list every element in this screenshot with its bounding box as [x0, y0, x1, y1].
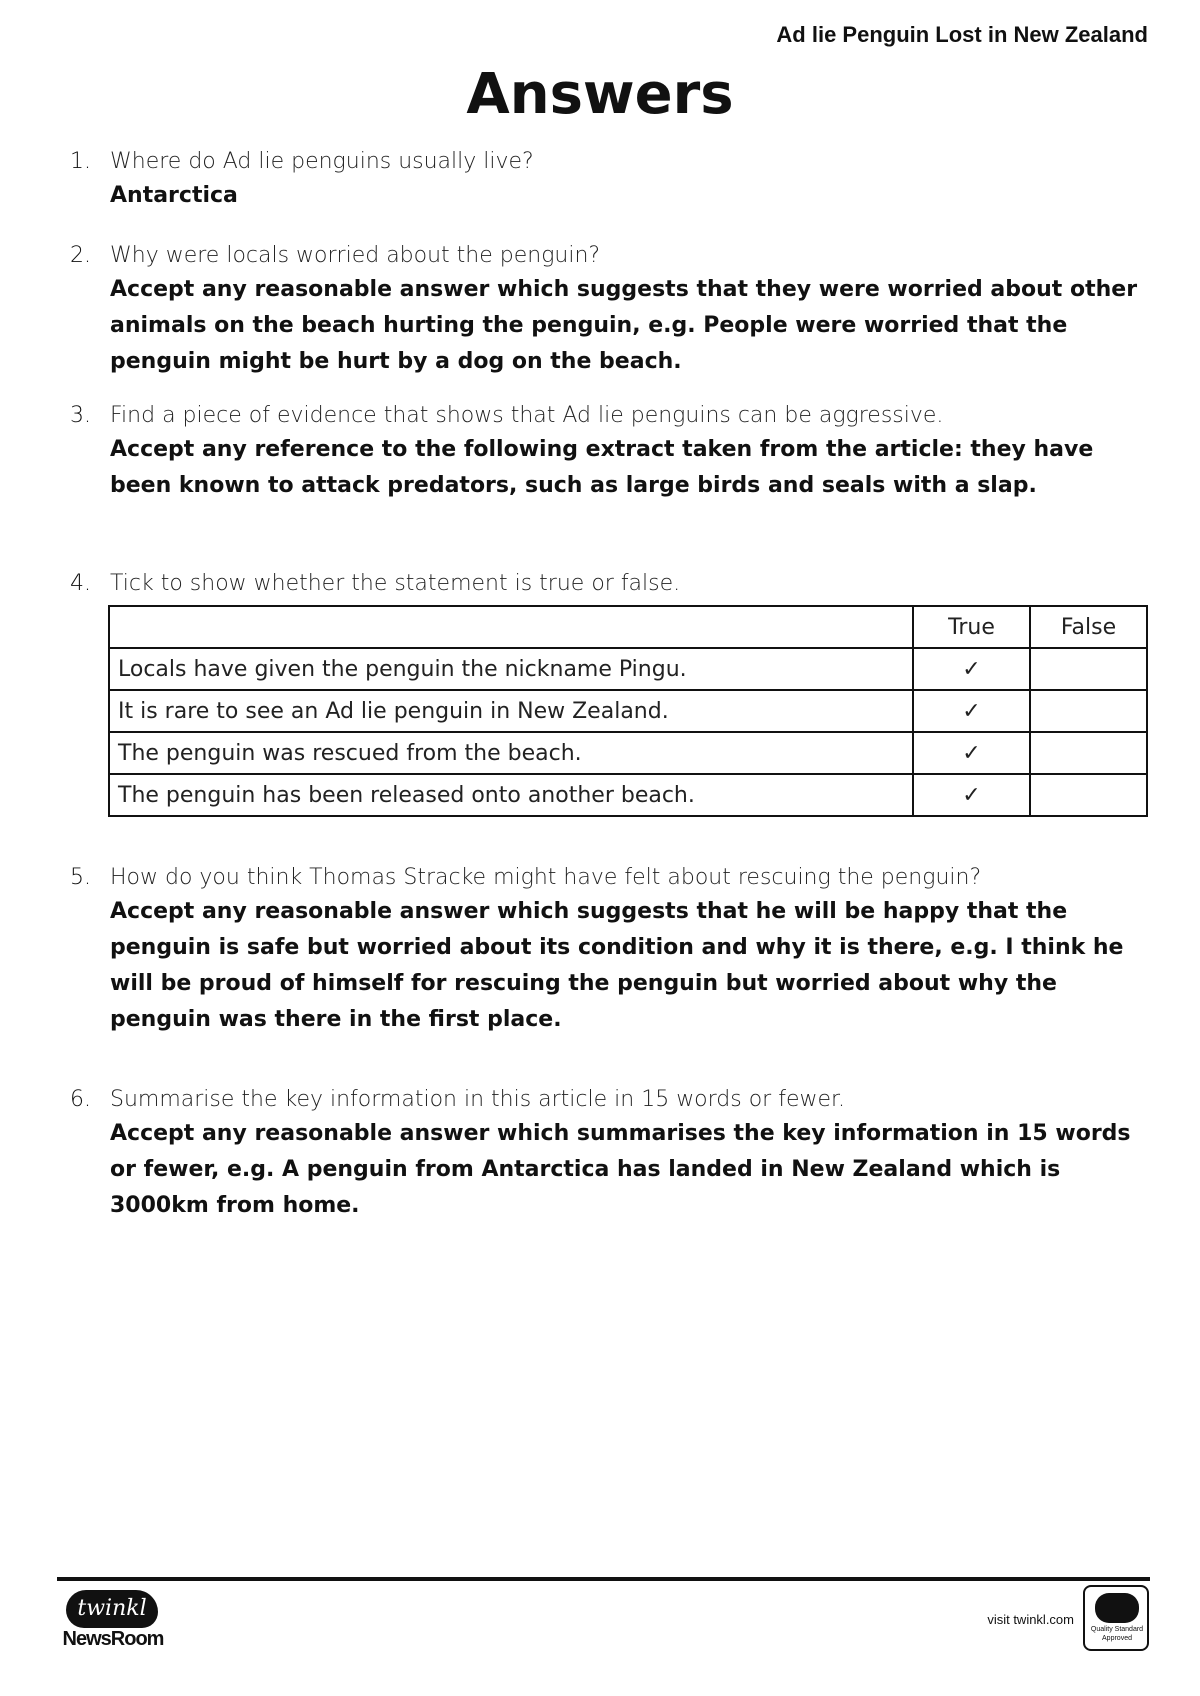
logo-newsroom-text: NewsRoom [62, 1628, 164, 1650]
question-number: 2. [70, 243, 91, 268]
true-tick-cell[interactable]: ✓ [913, 732, 1030, 774]
question-text: Summarise the key information in this article in 15 words or fewer. [110, 1087, 846, 1112]
question-4 [70, 568, 1150, 600]
false-tick-cell[interactable] [1030, 774, 1147, 816]
false-column-header: False [1030, 606, 1147, 648]
twinkl-newsroom-logo[interactable] [58, 1590, 168, 1650]
question-text: Why were locals worried about the penguin? [110, 243, 601, 268]
question-text: Find a piece of evidence that shows that Ad lie penguins can be aggressive. [110, 403, 944, 428]
statement-cell: The penguin was rescued from the beach. [109, 732, 913, 774]
statement-cell: The penguin has been released onto another beach. [109, 774, 913, 816]
question-answer: Accept any reference to the following extract taken from the article: they have been known to attack predators, such as large birds and seals with a slap. [110, 437, 1094, 498]
true-false-table [108, 605, 1148, 817]
visit-link[interactable]: visit twinkl.com [987, 1612, 1074, 1627]
table-row [109, 774, 1147, 816]
page-title: Answers [466, 62, 734, 127]
question-answer: Accept any reasonable answer which suggests that they were worried about other animals on the beach hurting the penguin, e.g. People were worried that the penguin might be hurt by a dog on the beach. [110, 277, 1138, 374]
table-row [109, 648, 1147, 690]
question-number: 6. [70, 1087, 91, 1112]
statement-cell: It is rare to see an Ad lie penguin in New Zealand. [109, 690, 913, 732]
question-text: Tick to show whether the statement is true or false. [110, 571, 681, 596]
true-tick-cell[interactable]: ✓ [913, 690, 1030, 732]
logo-cloud: twinkl [66, 1590, 158, 1628]
question-answer: Accept any reasonable answer which summarises the key information in 15 words or fewer, e.g. A penguin from Antarctica has landed in New Zealand which is 3000km from home. [110, 1121, 1131, 1218]
question-number: 3. [70, 403, 91, 428]
false-tick-cell[interactable] [1030, 648, 1147, 690]
question-answer: Accept any reasonable answer which suggests that he will be happy that the penguin is safe but worried about its condition and why it is there, e.g. I think he will be proud of himself for rescuing the penguin but worried about why the penguin was there in the first place. [110, 899, 1124, 1032]
question-number: 1. [70, 149, 91, 174]
footer-divider [57, 1577, 1150, 1581]
badge-text: Quality Standard Approved [1090, 1626, 1144, 1642]
table-row [109, 732, 1147, 774]
question-answer: Antarctica [110, 183, 238, 208]
statement-column-header [109, 606, 913, 648]
question-2 [70, 240, 1150, 380]
true-tick-cell[interactable]: ✓ [913, 774, 1030, 816]
statement-cell: Locals have given the penguin the nickname Pingu. [109, 648, 913, 690]
true-tick-cell[interactable]: ✓ [913, 648, 1030, 690]
question-number: 4. [70, 571, 91, 596]
question-5 [70, 862, 1150, 1038]
question-number: 5. [70, 865, 91, 890]
badge-cloud [1095, 1593, 1139, 1623]
true-column-header: True [913, 606, 1030, 648]
table-row [109, 690, 1147, 732]
table-header-row [109, 606, 1147, 648]
question-6 [70, 1084, 1150, 1224]
question-text: How do you think Thomas Stracke might have felt about rescuing the penguin? [110, 865, 982, 890]
question-1 [70, 146, 1150, 214]
document-header-title: Ad lie Penguin Lost in New Zealand [776, 22, 1148, 47]
quality-badge-icon [1083, 1585, 1149, 1651]
false-tick-cell[interactable] [1030, 732, 1147, 774]
question-3 [70, 400, 1150, 504]
false-tick-cell[interactable] [1030, 690, 1147, 732]
question-text: Where do Ad lie penguins usually live? [110, 149, 534, 174]
